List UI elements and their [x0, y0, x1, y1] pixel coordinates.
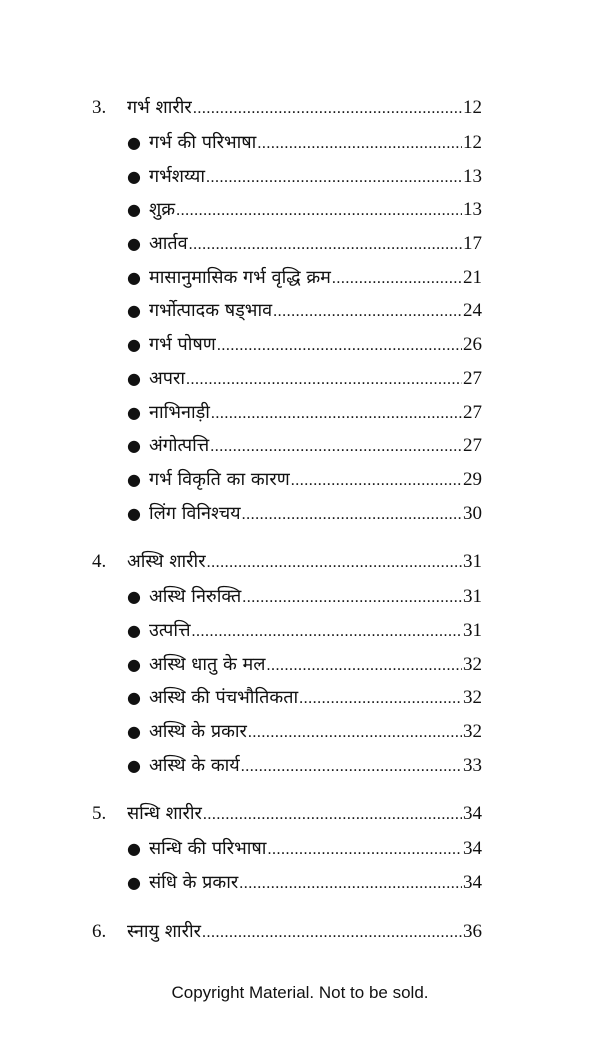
entry-title: लिंग विनिश्चय [149, 502, 241, 524]
toc-sub-entry[interactable] [92, 715, 482, 749]
toc-sub-entry[interactable] [92, 227, 482, 261]
entry-title: आर्तव [149, 233, 188, 255]
bullet-icon: ● [127, 267, 141, 287]
bullet-icon: ● [127, 166, 141, 186]
toc-chapter-entry[interactable] [92, 544, 482, 580]
dot-leader [207, 545, 462, 581]
bullet-icon: ● [127, 755, 141, 775]
dot-leader [248, 716, 462, 750]
entry-title: अस्थि धातु के मल [149, 653, 266, 675]
bullet-icon: ● [127, 234, 141, 254]
entry-title: गर्भशय्या [149, 165, 206, 187]
entry-page-number: 30 [463, 502, 482, 524]
entry-page-number: 13 [463, 165, 482, 187]
entry-page-number: 34 [463, 838, 482, 860]
dot-leader [217, 329, 462, 363]
toc-sub-entry[interactable] [92, 261, 482, 295]
bullet-icon: ● [127, 839, 141, 859]
dot-leader [241, 750, 462, 784]
toc-sub-entry[interactable] [92, 681, 482, 715]
entry-page-number: 12 [463, 132, 482, 153]
toc-chapter-entry[interactable] [92, 796, 482, 832]
entry-page-number: 27 [463, 367, 482, 389]
chapter-number: 5. [92, 803, 107, 825]
entry-title: गर्भ पोषण [149, 334, 216, 356]
entry-title: अस्थि निरुक्ति [149, 586, 242, 608]
toc-sub-entry[interactable] [92, 580, 482, 614]
toc-chapter-entry[interactable] [92, 90, 482, 126]
bullet-icon: ● [127, 368, 141, 388]
chapter-page-number: 31 [463, 551, 482, 573]
toc-sub-entry[interactable] [92, 832, 482, 866]
dot-leader [299, 682, 462, 716]
entry-title: उत्पत्ति [149, 619, 191, 641]
dot-leader [189, 228, 462, 262]
entry-page-number: 26 [463, 334, 482, 356]
chapter-page-number: 36 [463, 920, 482, 942]
entry-title: मासानुमासिक गर्भ वृद्धि क्रम [149, 266, 331, 288]
toc-sub-entry[interactable] [92, 463, 482, 497]
bullet-icon: ● [127, 722, 141, 741]
entry-title: अंगोत्पत्ति [149, 435, 210, 457]
entry-page-number: 29 [463, 468, 482, 490]
toc-section [92, 796, 482, 899]
entry-page-number: 13 [463, 199, 482, 221]
toc-sub-entry[interactable] [92, 866, 482, 900]
chapter-page-number: 34 [463, 803, 482, 825]
entry-page-number: 27 [463, 401, 482, 423]
dot-leader [210, 430, 462, 464]
toc-sub-entry[interactable] [92, 294, 482, 328]
entry-title: गर्भोत्पादक षड्भाव [149, 300, 273, 322]
chapter-number: 3. [92, 97, 107, 118]
toc-sub-entry[interactable] [92, 429, 482, 463]
dot-leader [176, 194, 462, 228]
entry-page-number: 21 [463, 266, 482, 288]
entry-page-number: 32 [463, 653, 482, 675]
copyright-notice: Copyright Material. Not to be sold. [171, 983, 429, 1002]
dot-leader [186, 363, 462, 397]
chapter-title: गर्भ शारीर [127, 97, 192, 118]
dot-leader [242, 498, 462, 532]
chapter-title: अस्थि शारीर [127, 551, 206, 573]
dot-leader [192, 615, 462, 649]
bullet-icon: ● [127, 654, 141, 674]
bullet-icon: ● [127, 301, 141, 321]
entry-title: अस्थि की पंचभौतिकता [149, 687, 299, 709]
toc-sub-entry[interactable] [92, 648, 482, 682]
bullet-icon: ● [127, 436, 141, 456]
dot-leader [193, 91, 462, 127]
dot-leader [242, 581, 462, 615]
entry-page-number: 27 [463, 435, 482, 457]
toc-section [92, 914, 482, 950]
entry-page-number: 33 [463, 754, 482, 776]
entry-title: शुक्र [149, 199, 176, 221]
dot-leader [202, 915, 462, 951]
dot-leader [239, 867, 462, 901]
bullet-icon: ● [127, 402, 141, 422]
bullet-icon: ● [127, 200, 141, 220]
toc-sub-entry[interactable] [92, 126, 482, 160]
dot-leader [332, 262, 462, 296]
entry-page-number: 32 [463, 721, 482, 742]
entry-title: अस्थि के प्रकार [149, 721, 247, 742]
toc-sub-entry[interactable] [92, 362, 482, 396]
bullet-icon: ● [127, 620, 141, 640]
chapter-title: सन्धि शारीर [127, 803, 202, 825]
bullet-icon: ● [127, 873, 141, 893]
entry-title: अस्थि के कार्य [149, 754, 240, 776]
entry-title: नाभिनाड़ी [149, 401, 210, 423]
entry-page-number: 32 [463, 687, 482, 709]
entry-title: अपरा [149, 367, 185, 389]
bullet-icon: ● [127, 503, 141, 523]
bullet-icon: ● [127, 688, 141, 708]
dot-leader [267, 649, 462, 683]
toc-sub-entry[interactable] [92, 614, 482, 648]
toc-sub-entry[interactable] [92, 328, 482, 362]
entry-page-number: 24 [463, 300, 482, 322]
chapter-page-number: 12 [463, 97, 482, 118]
dot-leader [257, 127, 462, 161]
chapter-number: 4. [92, 551, 107, 573]
bullet-icon: ● [127, 587, 141, 607]
chapter-number: 6. [92, 920, 107, 942]
entry-title: संधि के प्रकार [149, 872, 239, 894]
toc-section [92, 90, 482, 530]
toc-chapter-entry[interactable] [92, 914, 482, 950]
bullet-icon: ● [127, 469, 141, 489]
entry-page-number: 31 [463, 586, 482, 608]
entry-page-number: 34 [463, 872, 482, 894]
toc-sub-entry[interactable] [92, 497, 482, 531]
entry-title: गर्भ विकृति का कारण [149, 468, 290, 490]
dot-leader [203, 797, 462, 833]
dot-leader [206, 161, 462, 195]
dot-leader [291, 464, 462, 498]
toc-sub-entry[interactable] [92, 193, 482, 227]
toc-sub-entry[interactable] [92, 396, 482, 430]
table-of-contents [92, 90, 482, 964]
bullet-icon: ● [127, 335, 141, 355]
toc-sub-entry[interactable] [92, 749, 482, 783]
bullet-icon: ● [127, 133, 141, 152]
dot-leader [211, 397, 462, 431]
entry-title: सन्धि की परिभाषा [149, 838, 267, 860]
entry-page-number: 17 [463, 233, 482, 255]
toc-section [92, 544, 482, 782]
toc-sub-entry[interactable] [92, 160, 482, 194]
entry-title: गर्भ की परिभाषा [149, 132, 257, 153]
entry-page-number: 31 [463, 619, 482, 641]
dot-leader [273, 295, 462, 329]
dot-leader [267, 833, 462, 867]
chapter-title: स्नायु शारीर [127, 920, 201, 942]
